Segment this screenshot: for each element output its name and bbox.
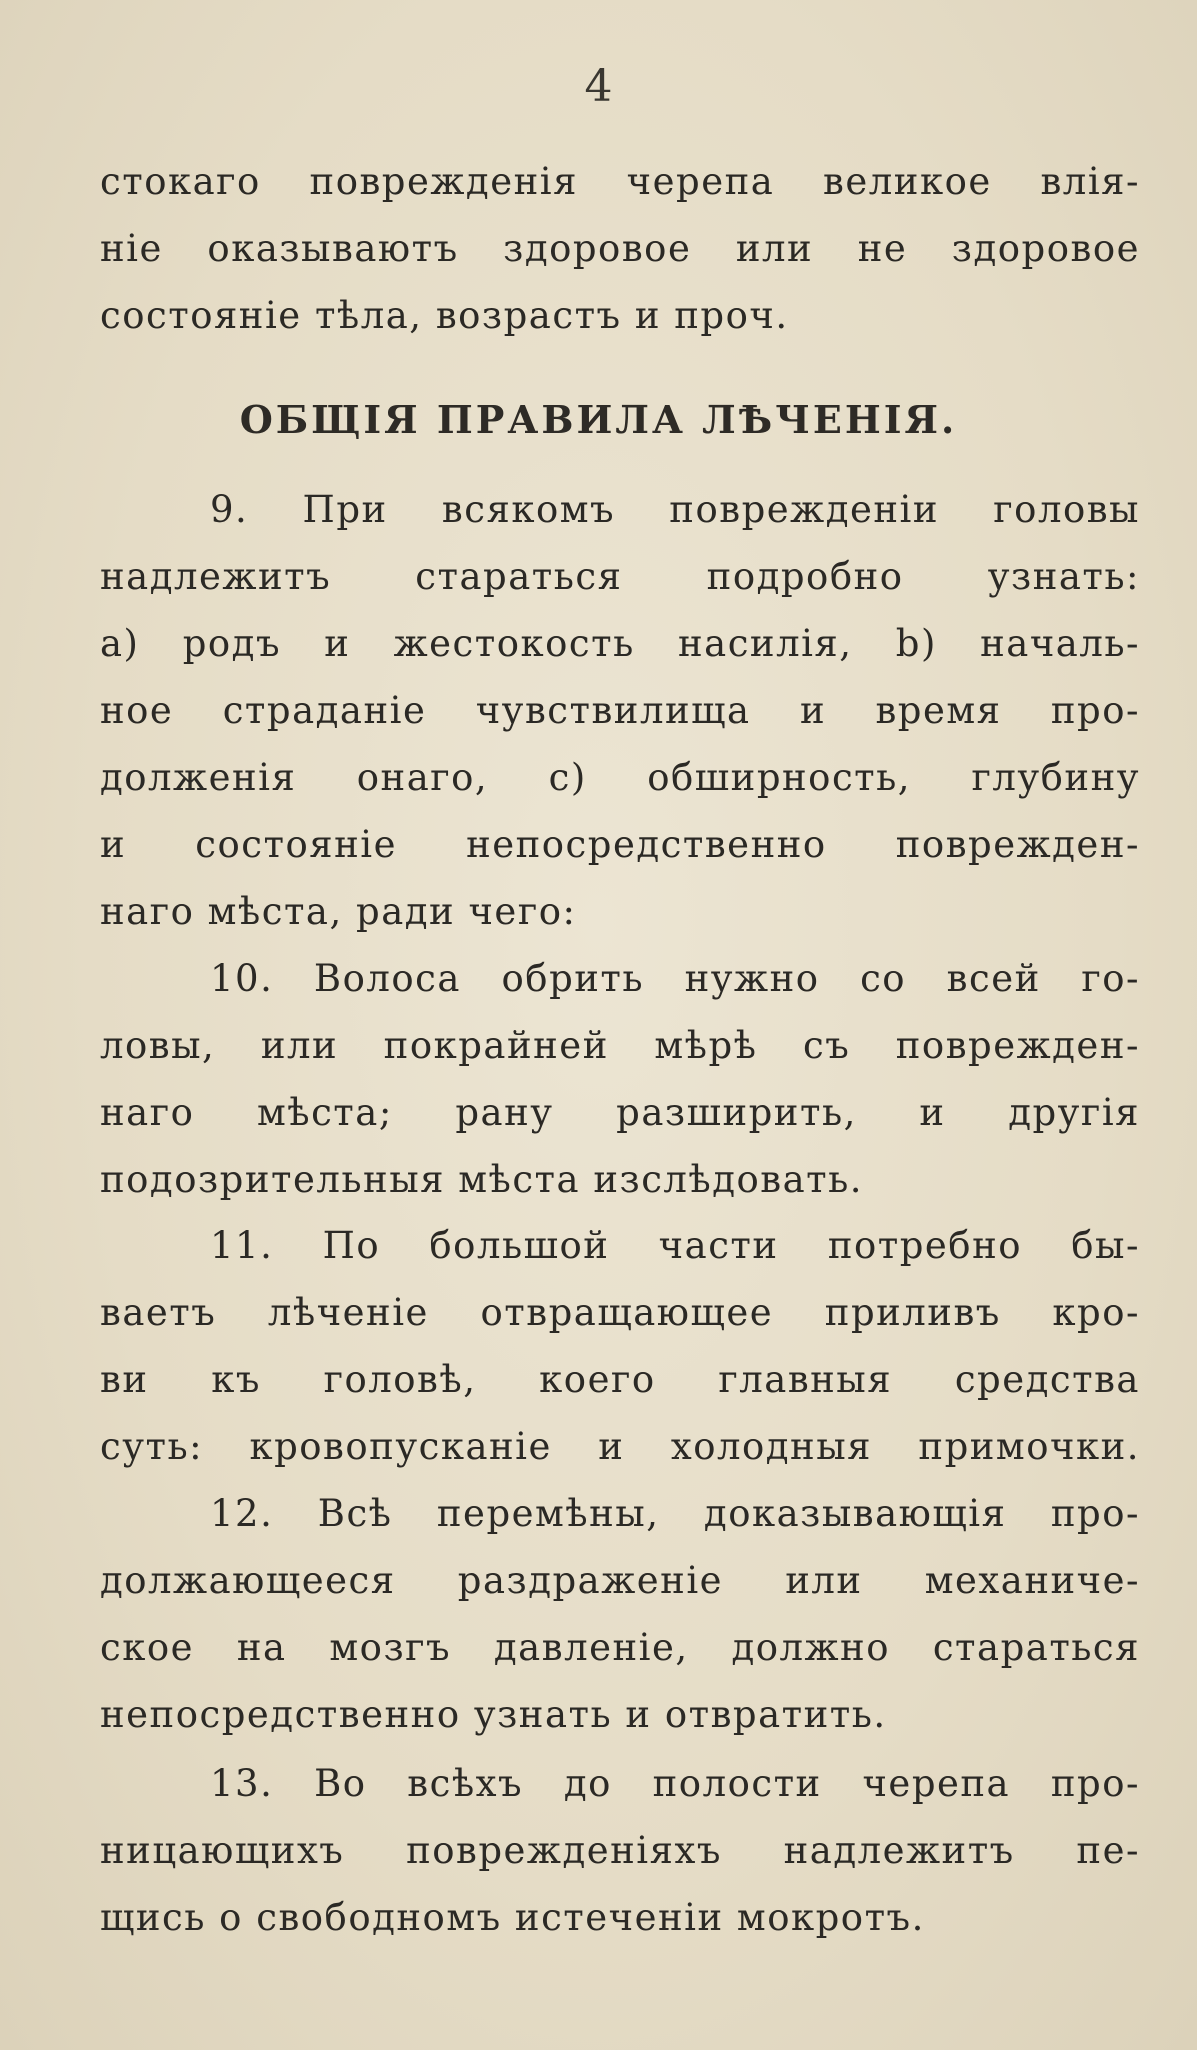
text-line: ви къ головѣ, коего главныя средства: [100, 1358, 1140, 1401]
text-line: ное страданіе чувствилища и время про-: [100, 689, 1140, 732]
text-line: 9. При всякомъ поврежденіи головы: [210, 488, 1140, 531]
text-line: 10. Волоса обрить нужно со всей го-: [210, 957, 1140, 1000]
text-line: ловы, или покрайней мѣрѣ съ поврежден-: [100, 1024, 1140, 1067]
paragraph-13: [100, 1750, 1140, 1951]
text-line: 13. Во всѣхъ до полости черепа про-: [210, 1762, 1140, 1805]
text-line: a) родъ и жестокость насилія, b) началь-: [100, 622, 1140, 665]
text-line: непосредственно узнать и отвратить.: [100, 1693, 887, 1736]
text-line: 12. Всѣ перемѣны, доказывающія про-: [210, 1492, 1140, 1535]
paragraph-12: [100, 1480, 1140, 1748]
text-line: подозрительныя мѣста изслѣдовать.: [100, 1158, 864, 1201]
paragraph-10: [100, 945, 1140, 1213]
text-line: щись о свободномъ истеченіи мокротъ.: [100, 1896, 925, 1939]
text-line: и состояніе непосредственно поврежден-: [100, 823, 1140, 866]
text-line: наго мѣста, ради чего:: [100, 890, 577, 933]
section-heading: ОБЩІЯ ПРАВИЛА ЛѢЧЕНІЯ.: [239, 397, 958, 442]
intro-paragraph: [100, 148, 1140, 349]
text-line: ваетъ лѣченіе отвращающее приливъ кро-: [100, 1291, 1140, 1334]
paragraph-9: [100, 476, 1140, 945]
text-line: стокаго поврежденія черепа великое влія-: [100, 160, 1140, 203]
text-line: состояніе тѣла, возрастъ и проч.: [100, 294, 789, 337]
text-line: ницающихъ поврежденіяхъ надлежитъ пе-: [100, 1829, 1140, 1872]
text-line: ское на мозгъ давленіе, должно стараться: [100, 1626, 1140, 1669]
paragraph-11: [100, 1212, 1140, 1480]
text-line: должающееся раздраженіе или механиче-: [100, 1559, 1140, 1602]
text-line: надлежитъ стараться подробно узнать:: [100, 555, 1140, 598]
text-line: суть: кровопусканіе и холодныя примочки.: [100, 1425, 1140, 1468]
text-line: наго мѣста; рану разширить, и другія: [100, 1091, 1140, 1134]
text-line: 11. По большой части потребно бы-: [210, 1224, 1140, 1267]
page-number: 4: [584, 61, 613, 112]
text-line: долженія онаго, c) обширность, глубину: [100, 756, 1140, 799]
text-line: ніе оказываютъ здоровое или не здоровое: [100, 227, 1140, 270]
